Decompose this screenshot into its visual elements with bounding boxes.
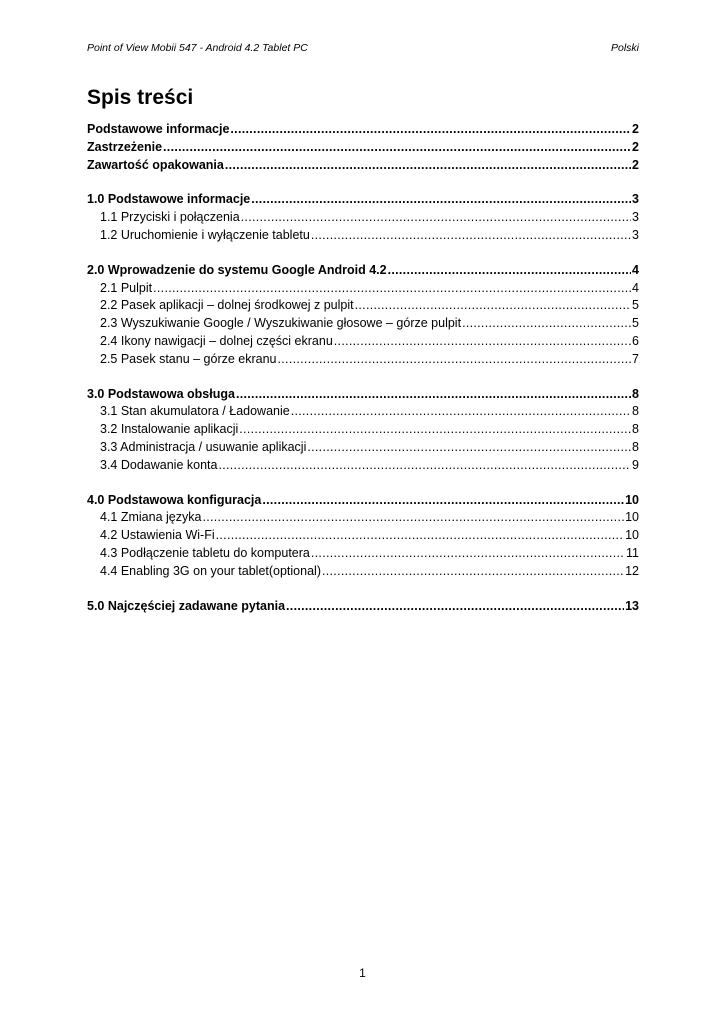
toc-dot-leader — [278, 351, 632, 369]
toc-entry-label: 2.2 Pasek aplikacji – dolnej środkowej z pulpit — [100, 298, 354, 313]
toc-entry-page: 6 — [632, 333, 639, 348]
toc-entry-section[interactable] — [87, 386, 639, 404]
toc-dot-leader — [311, 545, 625, 563]
toc-entry-label: 3.4 Dodawanie konta — [100, 457, 218, 472]
toc-dot-leader — [225, 157, 631, 175]
toc-entry-subsection[interactable] — [87, 527, 639, 545]
toc-entry-page: 4 — [632, 262, 639, 277]
toc-entry-section[interactable] — [87, 157, 639, 175]
toc-dot-leader — [355, 297, 631, 315]
toc-group — [87, 121, 639, 174]
toc-entry-label: 3.1 Stan akumulatora / Ładowanie — [100, 404, 290, 419]
toc-entry-section[interactable] — [87, 139, 639, 157]
toc-entry-section[interactable] — [87, 598, 639, 616]
toc-entry-label: 1.0 Podstawowe informacje — [87, 192, 251, 207]
toc-entry-label: 1.1 Przyciski i połączenia — [100, 210, 240, 225]
header-language: Polski — [610, 42, 639, 54]
toc-entry-subsection[interactable] — [87, 280, 639, 298]
page-header — [87, 42, 639, 56]
toc-entry-page: 2 — [632, 157, 639, 172]
toc-entry-subsection[interactable] — [87, 421, 639, 439]
toc-entry-subsection[interactable] — [87, 403, 639, 421]
toc-entry-page: 3 — [632, 227, 639, 242]
toc-entry-page: 11 — [626, 545, 639, 560]
toc-entry-subsection[interactable] — [87, 297, 639, 315]
toc-dot-leader — [291, 403, 631, 421]
toc-entry-section[interactable] — [87, 262, 639, 280]
toc-entry-page: 5 — [632, 316, 639, 331]
toc-entry-page: 10 — [625, 510, 639, 525]
toc-dot-leader — [153, 280, 631, 298]
toc-entry-page: 5 — [632, 298, 639, 313]
toc-dot-leader — [230, 121, 631, 139]
toc-dot-leader — [239, 421, 631, 439]
toc-entry-subsection[interactable] — [87, 315, 639, 333]
toc-dot-leader — [216, 527, 624, 545]
toc-entry-section[interactable] — [87, 121, 639, 139]
toc-group — [87, 191, 639, 244]
toc-group — [87, 492, 639, 581]
toc-entry-label: Zastrzeżenie — [87, 139, 163, 154]
toc-group — [87, 598, 639, 616]
toc-entry-section[interactable] — [87, 492, 639, 510]
toc-entry-label: 4.0 Podstawowa konfiguracja — [87, 492, 262, 507]
toc-entry-subsection[interactable] — [87, 457, 639, 475]
toc-group — [87, 386, 639, 475]
toc-dot-leader — [307, 439, 631, 457]
toc-entry-label: 1.2 Uruchomienie i wyłączenie tabletu — [100, 227, 310, 242]
toc-dot-leader — [236, 386, 631, 404]
toc-entry-page: 10 — [625, 492, 639, 507]
toc-entry-label: 4.1 Zmiana języka — [100, 510, 202, 525]
toc-entry-page: 8 — [632, 422, 639, 437]
toc-entry-label: 3.3 Administracja / usuwanie aplikacji — [100, 439, 307, 454]
toc-entry-subsection[interactable] — [87, 351, 639, 369]
toc-entry-page: 8 — [632, 386, 639, 401]
toc-dot-leader — [462, 315, 631, 333]
toc-entry-page: 2 — [632, 139, 639, 154]
toc-entry-label: Podstawowe informacje — [87, 122, 230, 136]
toc-entry-subsection[interactable] — [87, 439, 639, 457]
toc-entry-page: 10 — [625, 528, 639, 543]
toc-entry-page: 3 — [632, 192, 639, 207]
toc-entry-page: 7 — [632, 351, 639, 366]
toc-entry-page: 3 — [632, 210, 639, 225]
toc-entry-label: 2.4 Ikony nawigacji – dolnej części ekranu — [100, 333, 333, 348]
toc-dot-leader — [163, 139, 631, 157]
toc-entry-subsection[interactable] — [87, 563, 639, 581]
toc-entry-label: 3.0 Podstawowa obsługa — [87, 386, 235, 401]
toc-dot-leader — [286, 598, 624, 616]
toc-dot-leader — [251, 191, 631, 209]
toc-dot-leader — [311, 227, 631, 245]
toc-entry-page: 8 — [632, 404, 639, 419]
toc-dot-leader — [241, 209, 631, 227]
toc-dot-leader — [322, 563, 624, 581]
toc-entry-subsection[interactable] — [87, 509, 639, 527]
table-of-contents — [87, 121, 639, 632]
toc-entry-subsection[interactable] — [87, 227, 639, 245]
toc-dot-leader — [218, 457, 631, 475]
toc-dot-leader — [262, 492, 624, 510]
toc-entry-label: 4.2 Ustawienia Wi-Fi — [100, 528, 215, 543]
toc-entry-section[interactable] — [87, 191, 639, 209]
toc-entry-label: 4.3 Podłączenie tabletu do komputera — [100, 545, 310, 560]
toc-entry-page: 4 — [632, 280, 639, 295]
toc-entry-page: 9 — [632, 457, 639, 472]
toc-entry-label: 2.0 Wprowadzenie do systemu Google Android 4.2 — [87, 262, 387, 277]
toc-entry-subsection[interactable] — [87, 545, 639, 563]
toc-entry-subsection[interactable] — [87, 209, 639, 227]
toc-dot-leader — [388, 262, 631, 280]
toc-entry-label: Zawartość opakowania — [87, 157, 224, 172]
header-document-title: Point of View Mobii 547 - Android 4.2 Tablet PC — [87, 42, 308, 54]
toc-dot-leader — [334, 333, 631, 351]
page-title: Spis treści — [87, 86, 194, 109]
toc-dot-leader — [202, 509, 624, 527]
toc-entry-label: 2.1 Pulpit — [100, 280, 153, 295]
toc-entry-label: 3.2 Instalowanie aplikacji — [100, 422, 239, 437]
toc-entry-page: 2 — [632, 122, 639, 136]
toc-entry-label: 5.0 Najczęściej zadawane pytania — [87, 598, 286, 613]
toc-entry-label: 2.3 Wyszukiwanie Google / Wyszukiwanie głosowe – górze pulpit — [100, 316, 462, 331]
toc-entry-label: 2.5 Pasek stanu – górze ekranu — [100, 351, 277, 366]
toc-group — [87, 262, 639, 369]
toc-entry-page: 13 — [625, 598, 639, 613]
toc-entry-subsection[interactable] — [87, 333, 639, 351]
toc-entry-page: 8 — [632, 439, 639, 454]
toc-entry-label: 4.4 Enabling 3G on your tablet(optional) — [100, 563, 321, 578]
toc-entry-page: 12 — [625, 563, 639, 578]
page-number: 1 — [359, 966, 366, 980]
